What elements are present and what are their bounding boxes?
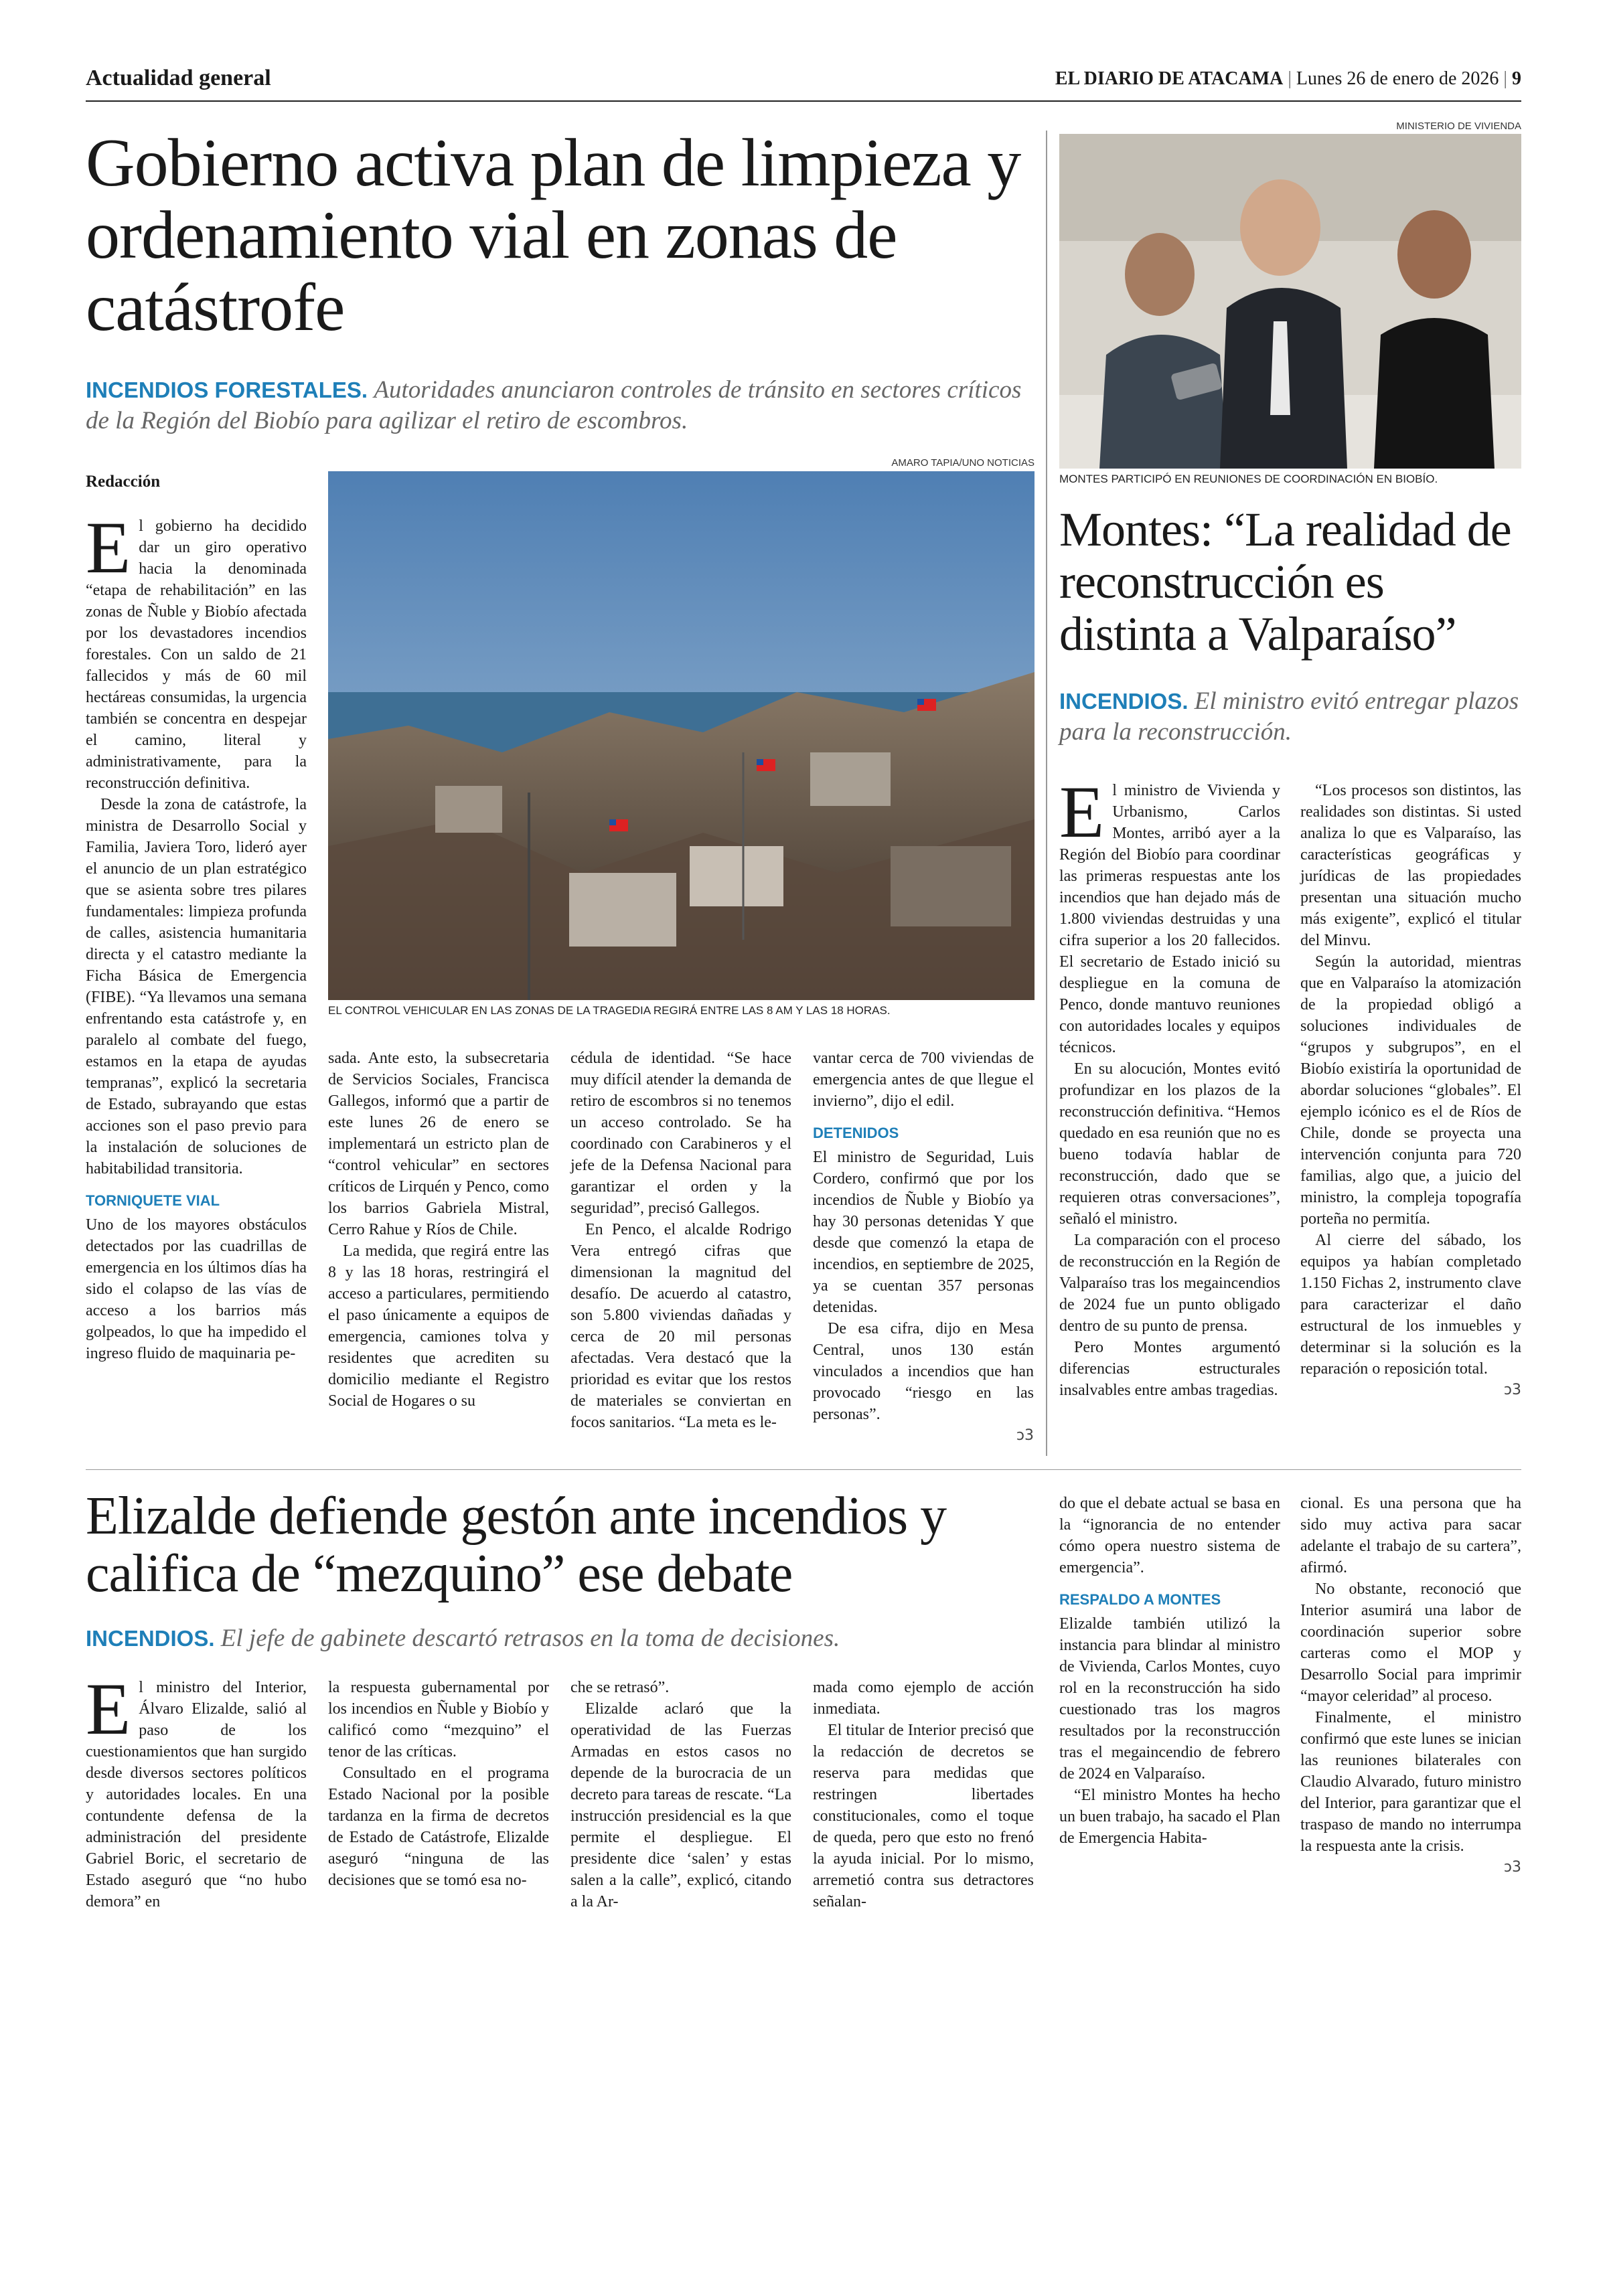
bottom-col5-p2: Elizalde también utilizó la instancia para blindar al ministro de Vivienda, Carlos Montes, cuyo rol en la reconstrucción ha sido cuestionado tras los magros resultados por la reconstrucción tras el megaincendio de febrero de 2024 en Valparaíso.	[1059, 1615, 1280, 1783]
main-col2-p1: sada. Ante esto, la subsecretaria de Servicios Sociales, Francisca Gallegos, informó que a partir de este lunes 26 de enero se implementará un estricto plan de “control vehicular” en sectores críticos de Lirquén y Penco, como los barrios Gabriela Mistral, Cerro Rahue y Ríos de Chile.	[328, 1050, 549, 1238]
end-mark-icon: ↄ3	[1016, 1427, 1034, 1444]
main-photo-caption: EL CONTROL VEHICULAR EN LAS ZONAS DE LA TRAGEDIA REGIRÁ ENTRE LAS 8 AM Y LAS 18 HORAS.	[328, 1004, 891, 1017]
side-col2-p1: “Los procesos son distintos, las realidades son distintas. Si usted analiza lo que es Valparaíso, las características geográficas y jurídicas de las propiedades presentan una situación mucho más exigente”, explicó el titular del Minvu.	[1300, 782, 1521, 949]
bottom-col1-p1: l ministro del Interior, Álvaro Elizalde, salió al paso de los cuestionamientos que han surgido desde diversos sectores políticos y autoridades locales. En una contundente defensa de la administración del presidente Gabriel Boric, el secretario de Estado aseguró que “no hubo demora” en	[86, 1679, 307, 1910]
main-photo	[328, 471, 1035, 1000]
main-col3-p1: cédula de identidad. “Se hace muy difícil atender la demanda de retiro de escombros si no tenemos un acceso controlado. Se ha coordinado con Carabineros y el jefe de la Defensa Nacional para garantizar el orden y la seguridad”, precisó Gallegos.	[570, 1050, 791, 1217]
main-col1-p2: Desde la zona de catástrofe, la ministra de Desarrollo Social y Familia, Javiera Toro, lideró ayer el anuncio de un plan estratégico que se asienta sobre tres pilares fundamentales: limpieza profunda de calles, asistencia humanitaria directa y el catastro mediante la Ficha Básica de Emergencia (FIBE). “Ya llevamos una semana enfrentando esta catástrofe y, en paralelo al combate del fuego, estamos en la etapa de ayudas tempranas”, explicó la secretaria de Estado, subrayando que estas acciones son el paso previo para la instalación de soluciones de habitabilidad transitoria.	[86, 796, 307, 1177]
header-rule	[86, 100, 1521, 102]
side-col1-p2: En su alocución, Montes evitó profundizar en los plazos de la reconstrucción definitiva. “Hemos quedado en esa reunión que no es bueno todavía hablar de reconstrucción, dado que se requieren otras conversaciones”, señaló el ministro.	[1059, 1060, 1280, 1228]
main-column-2	[328, 1048, 549, 1412]
bottom-headline: Elizalde defiende gestón ante incendios y califica de “mezquino” ese debate	[86, 1487, 947, 1603]
side-col1-p4: Pero Montes argumentó diferencias estructurales insalvables entre ambas tragedias.	[1059, 1339, 1280, 1399]
bottom-end-mark-icon: ↄ3	[1503, 1859, 1521, 1876]
main-kicker-text: Autoridades anunciaron controles de tránsito en sectores críticos de la Región del Biobío para agilizar el retiro de escombros.	[86, 376, 1022, 434]
bottom-kicker-tag: INCENDIOS.	[86, 1626, 215, 1651]
bottom-col2-p1: la respuesta gubernamental por los incendios en Ñuble y Biobío y calificó como “mezquino” el tenor de las críticas.	[328, 1679, 549, 1760]
masthead: EL DIARIO DE ATACAMA | Lunes 26 de enero de 2026 | 9	[1055, 68, 1521, 89]
main-subhead-detenidos: DETENIDOS	[813, 1125, 899, 1141]
bottom-column-4	[813, 1677, 1034, 1912]
bottom-kicker	[86, 1623, 1043, 1654]
side-headline: Montes: “La realidad de reconstrucción es distinta a Valparaíso”	[1059, 503, 1511, 661]
bottom-col3-p2: Elizalde aclaró que la operatividad de las Fuerzas Armadas en estos casos no depende de la burocracia de un decreto para tareas de rescate. “La instrucción presidencial es la que permite el despliegue. El presidente dice ‘salen’ y estas salen a la calle”, explicó, citando a la Ar-	[570, 1700, 791, 1910]
main-col2-p2: La medida, que regirá entre las 8 y las 18 horas, restringirá el acceso a particulares, permitiendo el paso únicamente a equipos de emergencia, camiones tolva y residentes que acrediten su domicilio mediante el Registro Social de Hogares o su	[328, 1242, 549, 1410]
side-photo	[1059, 134, 1521, 469]
main-col1-p3: Uno de los mayores obstáculos detectados por las cuadrillas de emergencia en los últimos días ha sido el colapso de las vías de acceso a los barrios más golpeados, lo que ha impedido el ingreso fluido de maquinaria pe-	[86, 1216, 307, 1362]
side-column-2	[1300, 780, 1521, 1401]
bottom-dropcap: E	[86, 1668, 131, 1750]
side-col1-p1: l ministro de Vivienda y Urbanismo, Carlos Montes, arribó ayer a la Región del Biobío para coordinar las primeras respuestas ante los incendios que han dejado más de 1.800 viviendas destruidas y una cifra superior a los 20 fallecidos. El secretario de Estado inició su despliegue en la comuna de Penco, donde mantuvo reuniones con autoridades locales y equipos técnicos.	[1059, 782, 1280, 1056]
side-photo-caption: MONTES PARTICIPÓ EN REUNIONES DE COORDINACIÓN EN BIOBÍO.	[1059, 473, 1438, 485]
paper-name: EL DIARIO DE ATACAMA	[1055, 68, 1284, 89]
bottom-col4-p1: mada como ejemplo de acción inmediata.	[813, 1679, 1034, 1718]
main-col1-p1: l gobierno ha decidido dar un giro operativo hacia la denominada “etapa de rehabilitación” en las zonas de Ñuble y Biobío afectada por los devastadores incendios forestales. Con un saldo de 21 fallecidos y más de 60 mil hectáreas consumidas, la urgencia también se concentra en despejar el camino, literal y administrativamente, para la reconstrucción definitiva.	[86, 517, 307, 792]
bottom-col6-p2: No obstante, reconoció que Interior asumirá una labor de coordinación superior sobre carteras como el MOP y Desarrollo Social para imprimir “mayor celeridad” al proceso.	[1300, 1580, 1521, 1705]
side-photo-credit: MINISTERIO DE VIVIENDA	[1396, 120, 1521, 132]
bottom-column-6	[1300, 1493, 1521, 1878]
bottom-col6-p3: Finalmente, el ministro confirmó que este lunes se inician las reuniones bilaterales con Claudio Alvarado, futuro ministro del Interior, para garantizar que el traspaso de mando no interrumpa la respuesta ante la crisis.	[1300, 1709, 1521, 1855]
bottom-col3-p1: che se retrasó”.	[570, 1679, 670, 1696]
side-kicker-text: El ministro evitó entregar plazos para la reconstrucción.	[1059, 687, 1519, 746]
bottom-col5-p1: do que el debate actual se basa en la “ignorancia de no entender cómo opera nuestro sistema de emergencia”.	[1059, 1495, 1280, 1576]
bottom-col5-p3: “El ministro Montes ha hecho un buen trabajo, ha sacado el Plan de Emergencia Habita-	[1059, 1787, 1280, 1847]
side-kicker-tag: INCENDIOS.	[1059, 689, 1189, 714]
bottom-col6-p1: cional. Es una persona que ha sido muy activa para sacar adelante el trabajo de su cartera”, afirmó.	[1300, 1495, 1521, 1576]
bottom-col2-p2: Consultado en el programa Estado Nacional por la posible tardanza en la firma de decretos de Estado de Catástrofe, Elizalde aseguró “ninguna de las decisiones que se tomó esa no-	[328, 1765, 549, 1889]
main-photo-credit: AMARO TAPIA/UNO NOTICIAS	[891, 457, 1035, 469]
main-col4-p3: De esa cifra, dijo en Mesa Central, unos 130 están vinculados a incendios que han provocado “riesgo en las personas”.	[813, 1320, 1034, 1423]
side-col2-p2: Según la autoridad, mientras que en Valparaíso la atomización de la propiedad obligó a soluciones individuales de “grupos y subgrupos”, en el Biobío existiría la oportunidad de abordar soluciones “globales”. El ejemplo icónico es el de Ríos de Chile, donde se proyecta una intervención conjunta para 720 familias, algo que, a juicio del ministro, la compleja topografía porteña no permitía.	[1300, 953, 1521, 1228]
story-divider	[86, 1469, 1521, 1470]
main-kicker-tag: INCENDIOS FORESTALES.	[86, 378, 368, 402]
main-column-4	[813, 1048, 1034, 1447]
main-column-1	[86, 507, 307, 1364]
fire-damage-photo	[328, 471, 1035, 1000]
main-headline: Gobierno activa plan de limpieza y ordenamiento vial en zonas de catástrofe	[86, 125, 1021, 345]
bottom-column-3	[570, 1677, 791, 1912]
side-col2-p3: Al cierre del sábado, los equipos ya habían completado 1.150 Fichas 2, instrumento clave para caracterizar el daño estructural de los inmuebles y determinar si la solución es la reparación o reposición total.	[1300, 1232, 1521, 1378]
main-col4-p1: vantar cerca de 700 viviendas de emergencia antes de que llegue el invierno”, dijo el edil.	[813, 1050, 1034, 1110]
bottom-column-1	[86, 1668, 307, 1912]
side-column-1	[1059, 771, 1280, 1401]
side-end-mark-icon: ↄ3	[1503, 1382, 1521, 1398]
side-col1-p3: La comparación con el proceso de reconstrucción en la Región de Valparaíso tras los megaincendios de 2024 fue un punto obligado dentro de su punto de prensa.	[1059, 1232, 1280, 1335]
side-dropcap: E	[1059, 771, 1105, 853]
section-label: Actualidad general	[86, 66, 271, 90]
main-col4-p2: El ministro de Seguridad, Luis Cordero, confirmó que por los incendios de Ñuble y Biobío ya hay 30 personas detenidas Y que desde que comenzó la etapa de incendios, en septiembre de 2025, ya se cuentan 357 personas detenidas.	[813, 1149, 1034, 1316]
issue-date: Lunes 26 de enero de 2026	[1296, 68, 1499, 89]
bottom-column-5	[1059, 1493, 1280, 1849]
main-kicker	[86, 375, 1037, 436]
byline: Redacción	[86, 473, 161, 491]
main-column-3	[570, 1048, 791, 1433]
meeting-photo	[1059, 134, 1521, 469]
bottom-column-2	[328, 1677, 549, 1891]
main-dropcap: E	[86, 507, 131, 588]
page-number: 9	[1512, 68, 1521, 89]
bottom-kicker-text: El jefe de gabinete descartó retrasos en la toma de decisiones.	[220, 1625, 840, 1652]
main-col3-p2: En Penco, el alcalde Rodrigo Vera entregó cifras que dimensionan la magnitud del desafío. De acuerdo al catastro, son 5.800 viviendas dañadas y cerca de 20 mil personas afectadas. Vera destacó que la prioridad es evitar que los restos de materiales se conviertan en focos sanitarios. “La meta es le-	[570, 1221, 791, 1431]
side-kicker	[1059, 686, 1521, 748]
bottom-subhead-respaldo: RESPALDO A MONTES	[1059, 1591, 1221, 1608]
column-divider	[1046, 131, 1047, 1456]
main-subhead-torniquete: TORNIQUETE VIAL	[86, 1192, 220, 1209]
bottom-col4-p2: El titular de Interior precisó que la redacción de decretos se reserva para medidas que restringen libertades constitucionales, como el toque de queda, pero que esto no frenó la ayuda inicial. Por lo mismo, arremetió contra sus detractores señalan-	[813, 1722, 1034, 1910]
